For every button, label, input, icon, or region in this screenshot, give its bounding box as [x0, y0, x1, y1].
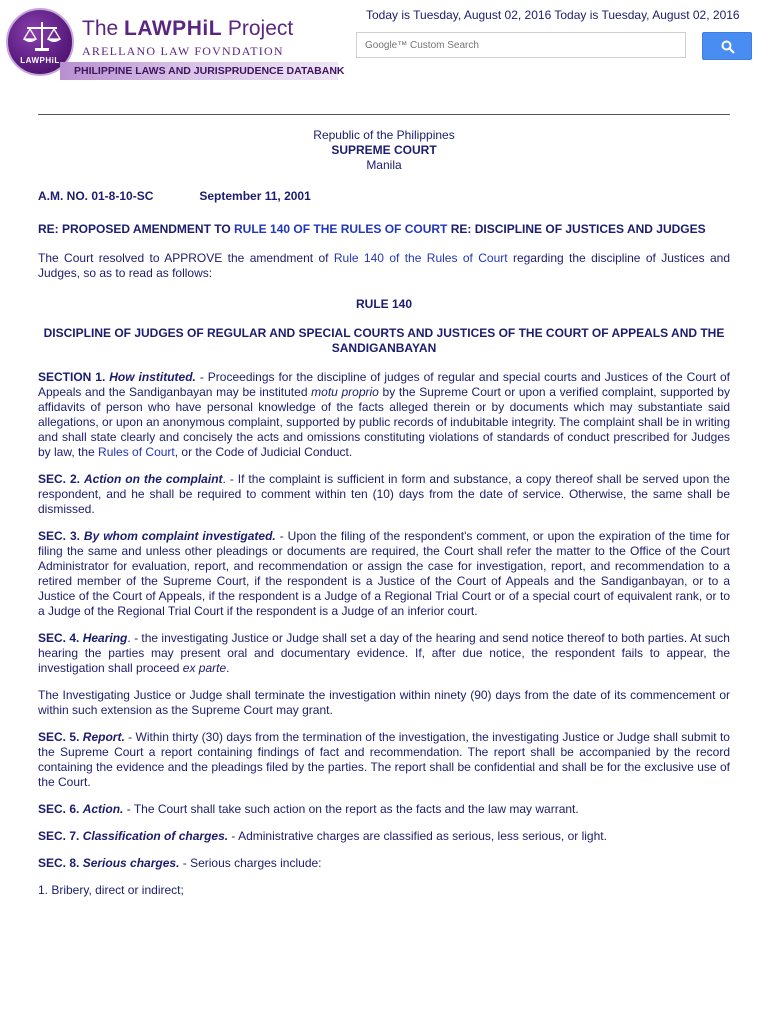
- re-prefix: RE: PROPOSED AMENDMENT TO: [38, 222, 235, 236]
- court-heading: [38, 128, 730, 173]
- brand-the: The: [82, 17, 125, 40]
- sec5-label: SEC. 5. Report.: [38, 730, 125, 744]
- section-8: [38, 856, 730, 871]
- list-item: 1. Bribery, direct or indirect;: [38, 883, 184, 897]
- sec6-label: SEC. 6. Action.: [38, 802, 124, 816]
- sec4-ex-parte: ex parte: [182, 661, 227, 675]
- sec7-title: Classification of charges.: [82, 829, 229, 843]
- city-line: Manila: [366, 158, 402, 172]
- sec4-end: .: [226, 661, 230, 675]
- sec7-text: - Administrative charges are classified as serious, less serious, or light.: [228, 829, 607, 843]
- rules-of-court-link[interactable]: Rule 140 of the Rules of Court: [333, 251, 508, 265]
- sec3-title: By whom complaint investigated.: [83, 529, 276, 543]
- rule-subtitle: DISCIPLINE OF JUDGES OF REGULAR AND SPECIAL COURTS AND JUSTICES OF THE COURT OF APPEALS AND THE SANDIGANBAYAN: [43, 326, 725, 355]
- sec1-text-c: , or the Code of Judicial Conduct.: [174, 445, 353, 459]
- magnifier-icon: [721, 40, 735, 54]
- scales-of-justice-icon: [22, 19, 62, 55]
- section-4-paragraph-2: The Investigating Justice or Judge shall terminate the investigation within ninety (90) days from the date of its commencement or within such extension as the Supreme Court may grant.: [38, 688, 730, 717]
- sec2-title: Action on the complaint: [83, 472, 223, 486]
- section-6: [38, 802, 730, 817]
- sec8-title: Serious charges.: [82, 856, 180, 870]
- intro-paragraph: [38, 251, 730, 281]
- brand-tagline: PHILIPPINE LAWS AND JURISPRUDENCE DATABANK: [74, 65, 345, 77]
- search-box[interactable]: [356, 32, 686, 58]
- section-4: [38, 631, 730, 676]
- sec6-text: - The Court shall take such action on the report as the facts and the law may warrant.: [123, 802, 579, 816]
- logo-text: LAWPHiL: [20, 56, 60, 65]
- section-7: [38, 829, 730, 844]
- case-number-line: [38, 189, 730, 204]
- sec1-rules-of-court-link[interactable]: Rules of Court: [98, 445, 175, 459]
- sec4-label: SEC. 4. Hearing: [38, 631, 128, 645]
- sec3-label: SEC. 3. By whom complaint investigated.: [38, 529, 276, 543]
- sec8-label: SEC. 8. Serious charges.: [38, 856, 180, 870]
- sec4-text: . - the investigating Justice or Judge shall set a day of the hearing and send notice thereof to both parties. At such hearing the parties may present oral and documentary evidence. If, after due notice, the respondent fails to appear, the investigation shall proceed: [38, 631, 730, 675]
- sec6-title: Action.: [82, 802, 124, 816]
- search-button[interactable]: [702, 32, 752, 60]
- rule-title: RULE 140: [355, 297, 413, 311]
- am-number: A.M. NO. 01-8-10-SC: [38, 189, 154, 203]
- re-title: [38, 222, 730, 237]
- rule-140-link[interactable]: RULE 140 OF THE RULES OF COURT: [234, 222, 448, 236]
- court-name: SUPREME COURT: [331, 143, 437, 157]
- sec8-text: - Serious charges include:: [179, 856, 322, 870]
- section-1: [38, 370, 730, 460]
- sec1-text-a: - Proceedings for the discipline of judges of regular and special courts and Justices of the Court of Appeals and the Sandiganbayan may be instituted: [38, 370, 730, 399]
- sec3-text: - Upon the filing of the respondent's comment, or upon the expiration of the time for filing the same and unless other pleadings or documents are required, the Court shall refer the matter to the Office of the Court Administrator for evaluation, report, and recommendation or assign the case for investigation, report, and recommendation to a retired member of the Supreme Court, if the respondent is a Justice of the Court of Appeals and the Sandiganbayan, or to a Justice of the Court of Appeals, if the respondent is a Judge of a Regional Trial Court or of a special court of equivalent rank, or to a Judge of the Regional Trial Court if the respondent is a Judge of an inferior court.: [38, 529, 731, 618]
- sec1-title: How instituted.: [109, 370, 196, 384]
- sec2-label: SEC. 2. Action on the complaint: [38, 472, 223, 486]
- header-divider: [38, 114, 730, 115]
- republic-line: Republic of the Philippines: [313, 128, 455, 142]
- brand-project: Project: [222, 17, 294, 40]
- site-header: [0, 0, 768, 90]
- sec1-text-b: by the Supreme Court or upon a verified complaint, supported by affidavits of person who have personal knowledge of the facts alleged therein or by documents which may substantiate said allegations, or upon an anonymous complaint, supported by public records of indubitable integrity. The complaint shall be in writing and shall state clearly and concisely the acts and omissions constituting violations of standards of conduct prescribed for Judges by law, the: [38, 385, 730, 459]
- brand-tagline-band: [60, 62, 345, 80]
- decision-date: September 11, 2001: [199, 189, 311, 203]
- re-suffix: RE: DISCIPLINE OF JUSTICES AND JUDGES: [447, 222, 706, 236]
- sec4-title: Hearing: [82, 631, 128, 645]
- brand-title[interactable]: [82, 18, 293, 39]
- sec1-motu-proprio: motu proprio: [311, 385, 379, 399]
- sec7-label: SEC. 7. Classification of charges.: [38, 829, 229, 843]
- brand-subtitle: ARELLANO LAW FOVNDATION: [82, 44, 284, 58]
- section-2: [38, 472, 730, 517]
- sec5-title: Report.: [82, 730, 125, 744]
- brand-name: LAWPHiL: [124, 17, 223, 40]
- section-5: [38, 730, 730, 790]
- search-input[interactable]: [357, 33, 685, 57]
- section-3: [38, 529, 730, 619]
- intro-text-b: regarding the discipline of Justices and Judges, so as to read as follows:: [38, 251, 730, 280]
- document-body: [38, 128, 730, 910]
- sec1-label: SECTION 1. How instituted.: [38, 370, 196, 384]
- date-line: Today is Tuesday, August 02, 2016 Today is Tuesday, August 02, 2016: [366, 8, 740, 22]
- sec5-text: - Within thirty (30) days from the termination of the investigation, the investigating Justice or Judge shall submit to the Supreme Court a report containing findings of fact and recommendation. The report shall be accompanied by the record containing the evidence and the pleadings filed by the parties. The report shall be confidential and shall be for the exclusive use of the Court.: [38, 730, 730, 789]
- sec2-text: . - If the complaint is sufficient in form and substance, a copy thereof shall be served upon the respondent, and he shall be required to comment within ten (10) days from the date of service. Otherwise, the same shall be dismissed.: [38, 472, 730, 516]
- intro-text-a: The Court resolved to APPROVE the amendment of: [38, 251, 334, 265]
